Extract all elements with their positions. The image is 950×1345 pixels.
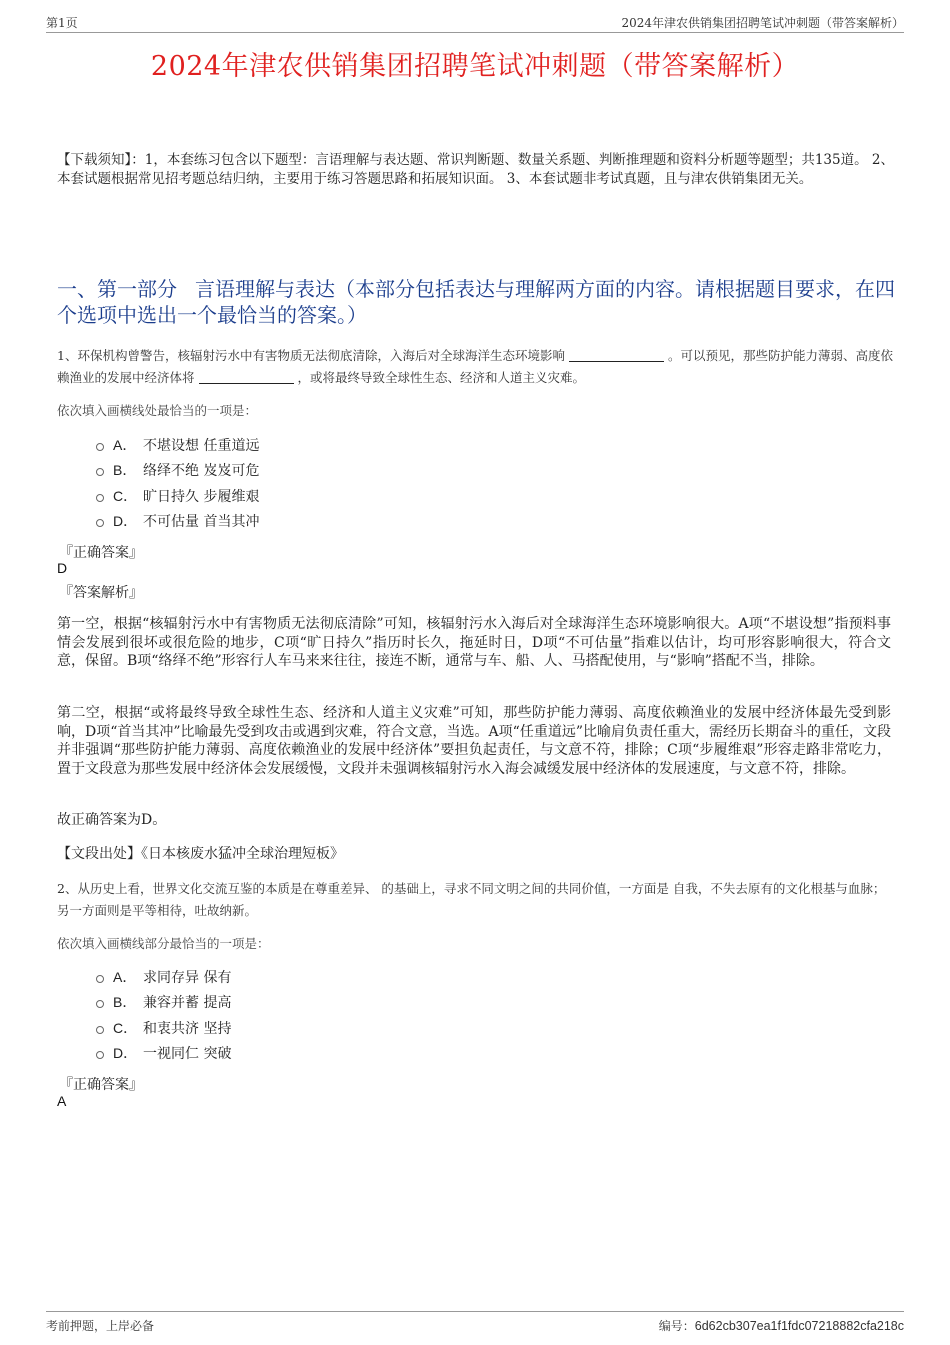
option-b[interactable] xyxy=(96,990,231,1016)
option-a[interactable] xyxy=(96,964,231,990)
radio-button[interactable] xyxy=(96,1051,104,1059)
question-1-text xyxy=(57,345,897,389)
section-description: 言语理解与表达（本部分包括表达与理解两方面的内容。请根据题目要求，在四个选项中选出一个最恰当的答案。） xyxy=(57,277,895,327)
question-2-prompt: 依次填入画横线部分最恰当的一项是： xyxy=(57,936,270,951)
option-letter: A． xyxy=(113,968,137,985)
page-number: 第1页 xyxy=(46,16,78,30)
header-doc-title: 2024年津农供销集团招聘笔试冲刺题（带答案解析） xyxy=(621,16,904,30)
radio-button[interactable] xyxy=(96,494,104,502)
question-1-text-part-c: ，或将最终导致全球性生态、经济和人道主义灾难。 xyxy=(297,370,586,385)
analysis-paragraph-2: 第二空，根据“或将最终导致全球性生态、经济和人道主义灾难”可知，那些防护能力薄弱、高度依赖渔业的发展中经济体最先受到影响，D项“首当其冲”比喻最先受到攻击或遇到灾难，符合文意，当选。A项“任重道远”比喻肩负责任重大，需经历长期奋斗的重任，文段并非强调“那些防护能力薄弱、高度依赖渔业的发展中经济体”要担负起责任，与文意不符，排除；C项“步履维艰”形容走路非常吃力，置于文段意为那些发展中经济体会发展缓慢，文段并未强调核辐射污水入海会减缓发展中经济体的发展速度，与文意不符，排除。 xyxy=(57,705,891,777)
correct-answer-label: 『正确答案』 xyxy=(59,545,143,561)
option-text: 络绎不绝 岌岌可危 xyxy=(143,463,260,480)
radio-button[interactable] xyxy=(96,519,104,527)
option-text: 求同存异 保有 xyxy=(143,969,232,986)
document-title: 2024年津农供销集团招聘笔试冲刺题（带答案解析） xyxy=(150,51,800,82)
option-text: 一视同仁 突破 xyxy=(143,1046,232,1063)
option-text: 和衷共济 坚持 xyxy=(143,1020,232,1037)
option-letter: B． xyxy=(113,994,137,1011)
question-1-text-part-a: 1、环保机构曾警告，核辐射污水中有害物质无法彻底清除，入海后对全球海洋生态环境影响 xyxy=(57,348,565,363)
option-c[interactable] xyxy=(96,483,259,509)
option-text: 不堪设想 任重道远 xyxy=(143,437,260,454)
correct-answer-value: D xyxy=(57,560,68,576)
option-letter: C． xyxy=(113,487,138,504)
section-part: 一、第一部分 xyxy=(57,277,177,301)
correct-answer-value: A xyxy=(57,1093,67,1109)
option-d[interactable] xyxy=(96,509,259,535)
fill-blank-2 xyxy=(199,371,294,384)
footer-code-label: 编号： xyxy=(658,1319,695,1333)
option-letter: D． xyxy=(113,513,138,530)
fill-blank-1 xyxy=(569,349,664,362)
question-1-text-part-b: 。可以预见，那些防护能力薄弱、高度依赖渔业的发展中经济体将 xyxy=(57,348,893,385)
page-footer xyxy=(46,1311,904,1336)
option-b[interactable] xyxy=(96,458,259,484)
radio-button[interactable] xyxy=(96,443,104,451)
download-notice: 【下载须知】：1，本套练习包含以下题型：言语理解与表达题、常识判断题、数量关系题、判断推理题和资料分析题等题型；共135道。 2、本套试题根据常见招考题总结归纳，主要用于练习答题思路和拓展知识面。 3、本套试题非考试真题，且与津农供销集团无关。 xyxy=(57,152,894,187)
radio-button[interactable] xyxy=(96,975,104,983)
option-d[interactable] xyxy=(96,1041,231,1067)
section-heading xyxy=(57,276,897,328)
option-letter: B． xyxy=(113,462,137,479)
question-1-prompt: 依次填入画横线处最恰当的一项是： xyxy=(57,403,258,418)
radio-button[interactable] xyxy=(96,1026,104,1034)
question-2-text: 2、从历史上看，世界文化交流互鉴的本质是在尊重差异、 的基础上，寻求不同文明之间的共同价值，一方面是 自我，不失去原有的文化根基与血脉；另一方面则是平等相待，吐故纳新。 xyxy=(57,881,886,918)
correct-answer-label: 『正确答案』 xyxy=(59,1077,143,1093)
page-header xyxy=(46,14,904,33)
option-letter: A． xyxy=(113,436,137,453)
question-1-options xyxy=(96,432,259,534)
question-2-options xyxy=(96,964,231,1066)
radio-button[interactable] xyxy=(96,1000,104,1008)
option-a[interactable] xyxy=(96,432,259,458)
answer-analysis-label: 『答案解析』 xyxy=(59,585,143,601)
option-text: 兼容并蓄 提高 xyxy=(143,995,232,1012)
analysis-paragraph-1: 第一空，根据“核辐射污水中有害物质无法彻底清除”可知，核辐射污水入海后对全球海洋生态环境影响很大。A项“不堪设想”指预料事情会发展到很坏或很危险的地步，C项“旷日持久”指历时长久，拖延时日，D项“不可估量”指难以估计，均可形容影响很大，符合文意，保留。B项“络绎不绝”形容行人车马来来往往，接连不断，通常与车、船、人、马搭配使用，与“影响”搭配不当，排除。 xyxy=(57,616,891,669)
option-c[interactable] xyxy=(96,1015,231,1041)
footer-code-value: 6d62cb307ea1f1fdc07218882cfa218c xyxy=(694,1319,904,1333)
radio-button[interactable] xyxy=(96,468,104,476)
option-text: 不可估量 首当其冲 xyxy=(143,514,260,531)
footer-slogan: 考前押题，上岸必备 xyxy=(46,1319,155,1333)
option-letter: C． xyxy=(113,1019,138,1036)
passage-source: 【文段出处】《日本核废水猛冲全球治理短板》 xyxy=(57,846,344,862)
analysis-conclusion: 故正确答案为D。 xyxy=(57,812,167,828)
option-text: 旷日持久 步履维艰 xyxy=(143,488,260,505)
option-letter: D． xyxy=(113,1045,138,1062)
footer-code xyxy=(659,1317,904,1334)
